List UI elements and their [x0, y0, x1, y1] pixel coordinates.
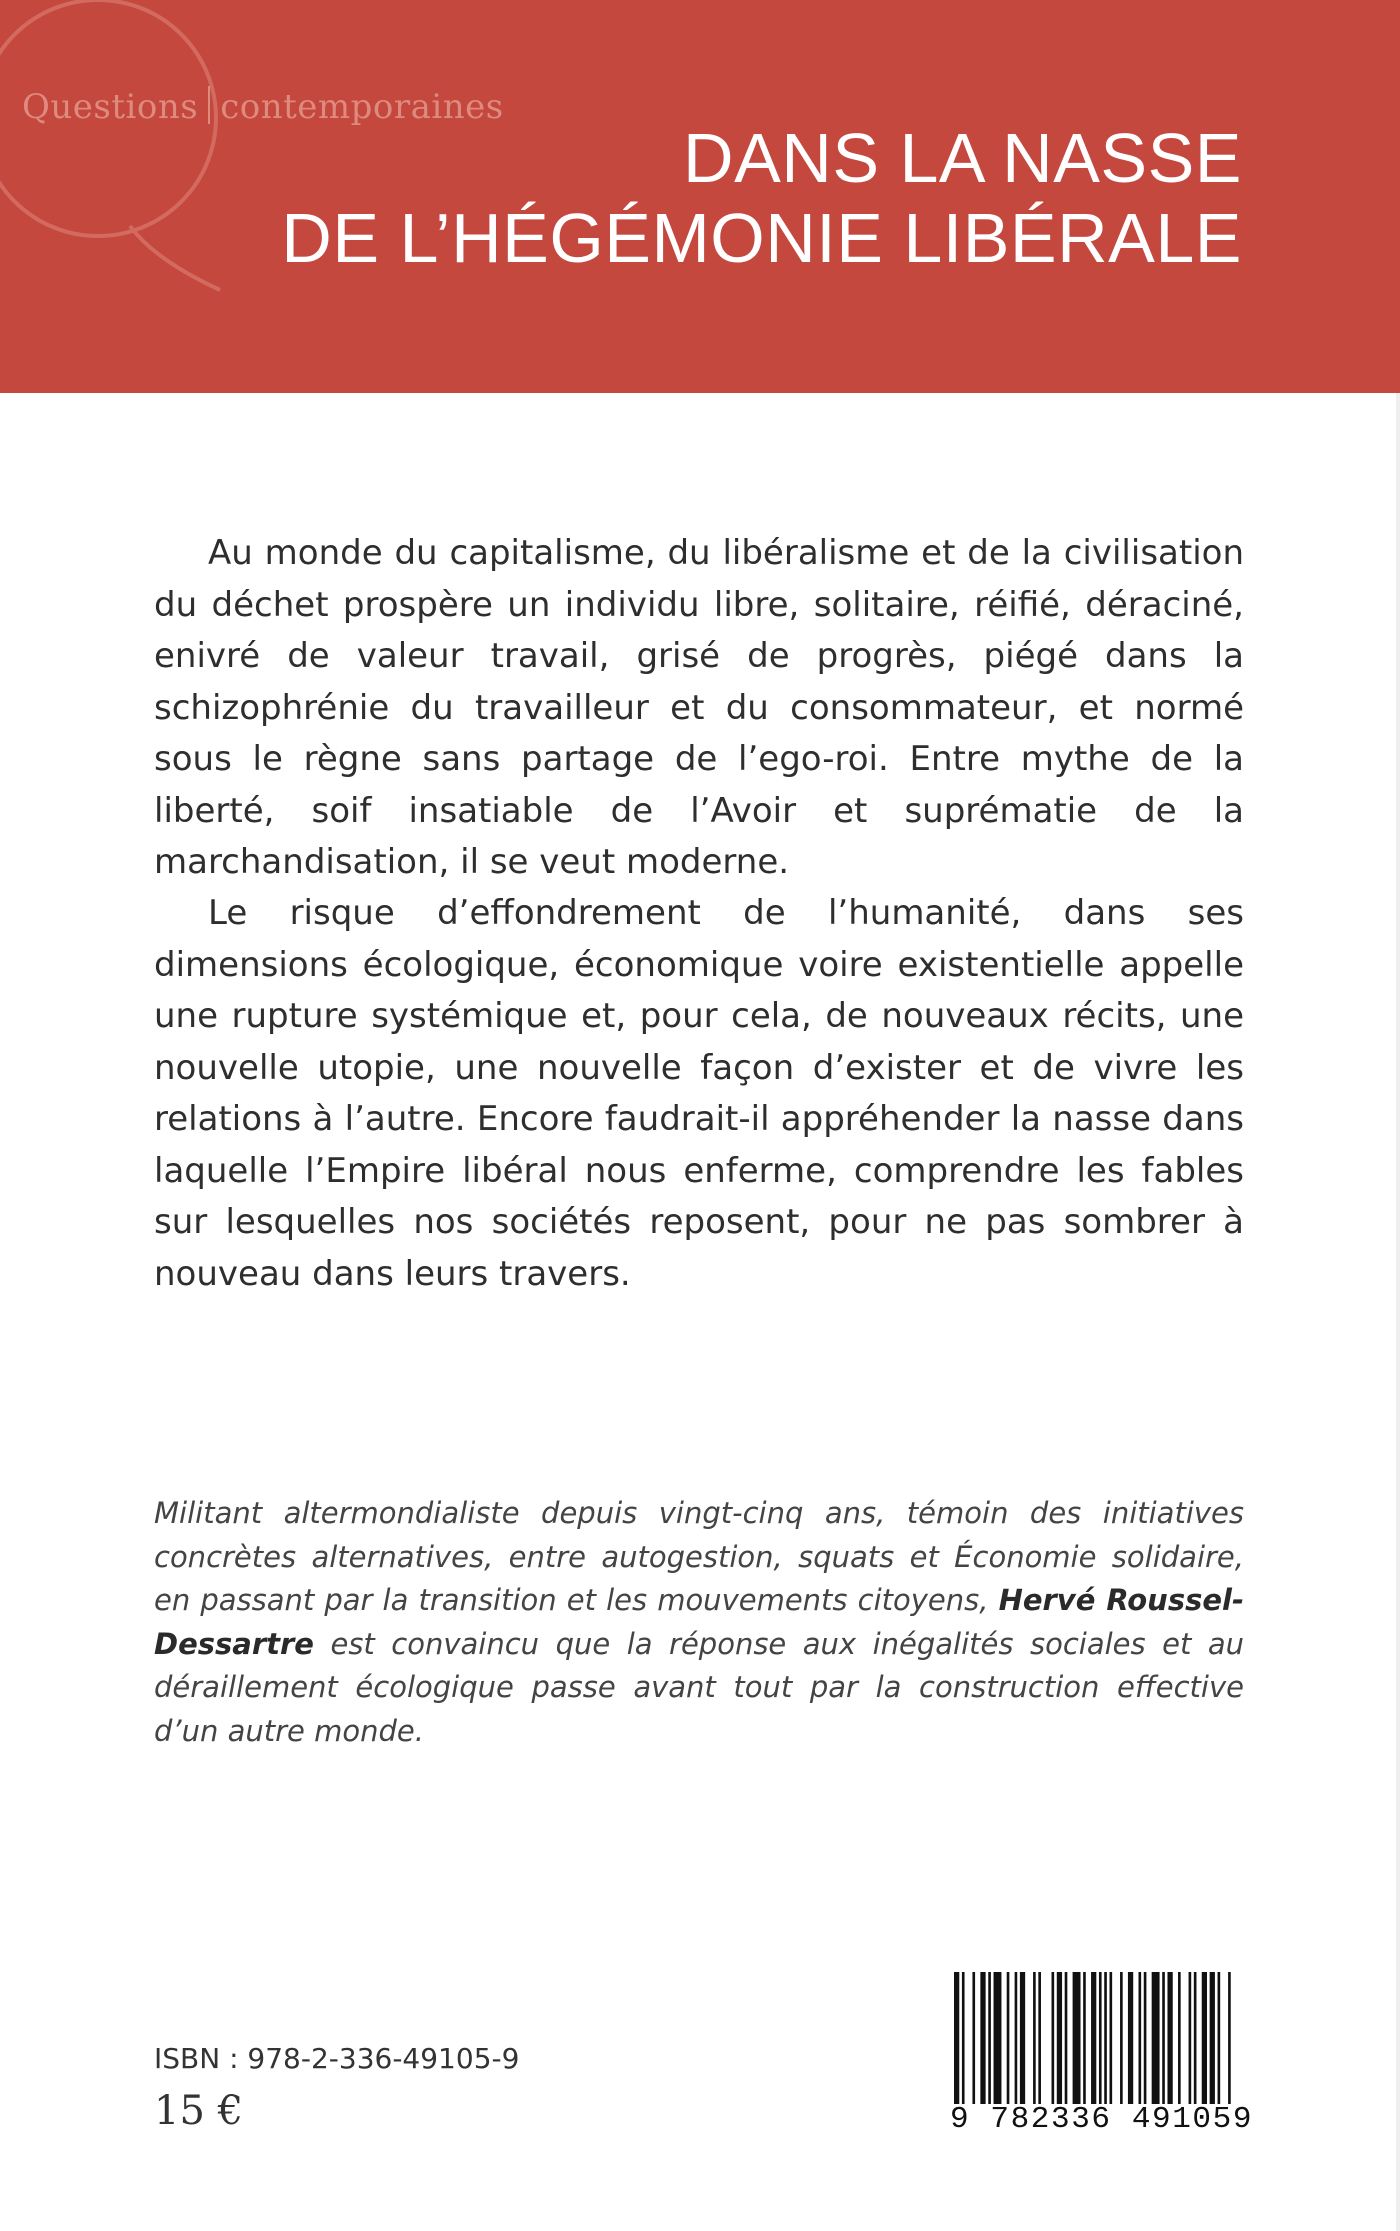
q-letter-watermark	[0, 0, 240, 300]
barcode-bar	[994, 1972, 1002, 2104]
barcode-bar	[1144, 1972, 1147, 2104]
blurb-paragraph-1: Au monde du capitalisme, du libéralisme et de la civilisation du déchet prospère un individu libre, solitaire, réifié, déraciné, enivré de valeur travail, grisé de progrès, piégé dans la schizophrénie du travailleur et du consommateur, et normé sous le règne sans partage de l’ego-roi. Entre mythe de la liberté, soif insatiable de l’Avoir et suprématie de la marchandisation, il se veut moderne.	[154, 533, 1244, 882]
header-band	[0, 0, 1400, 393]
barcode-bar	[1167, 1972, 1172, 2104]
author-bio-intro: Militant altermondialiste depuis vingt-cinq ans, témoin des initiatives concrètes alternatives, entre autogestion, squats et Économie solidaire, en passant par la transition et les mouvements citoyens,	[154, 1496, 1244, 1617]
book-title-line-1: DANS LA NASSE	[683, 119, 1242, 197]
barcode-bar	[972, 1972, 975, 2104]
barcode	[950, 1972, 1254, 2147]
book-title-line-2: DE L’HÉGÉMONIE LIBÉRALE	[281, 199, 1242, 277]
barcode-bar	[988, 1972, 991, 2104]
barcode-bar	[1218, 1972, 1221, 2104]
barcode-bar	[1091, 1972, 1096, 2104]
series-word-questions: Questions	[22, 87, 199, 127]
barcode-bar	[1033, 1972, 1036, 2104]
barcode-bar	[1104, 1972, 1107, 2104]
barcode-bar	[1178, 1972, 1181, 2104]
barcode-bar	[1099, 1972, 1102, 2104]
series-word-contemporaines: contemporaines	[220, 87, 504, 127]
barcode-bar	[1152, 1972, 1160, 2104]
barcode-bar	[1038, 1972, 1041, 2104]
barcode-bar	[1202, 1972, 1207, 2104]
isbn-text: ISBN : 978-2-336-49105-9	[154, 2042, 520, 2075]
series-separator	[208, 86, 210, 124]
barcode-bar	[1210, 1972, 1215, 2104]
barcode-bar	[1120, 1972, 1123, 2104]
blurb-paragraph-2: Le risque d’effondrement de l’humanité, dans ses dimensions écologique, économique voire existentielle appelle une rupture systémique et, pour cela, de nouveaux récits, une nouvelle utopie, une nouvelle façon d’exister et de vivre les relations à l’autre. Encore faudrait-il appréhender la nasse dans laquelle l’Empire libéral nous enferme, comprendre les fables sur lesquelles nos sociétés reposent, pour ne pas sombrer à nouveau dans leurs travers.	[154, 893, 1244, 1294]
barcode-bar	[1052, 1972, 1055, 2104]
barcode-bar	[1083, 1972, 1086, 2104]
barcode-bar	[1065, 1972, 1068, 2104]
barcode-bar	[954, 1972, 959, 2104]
barcode-bar	[1007, 1972, 1010, 2104]
page-edge-shadow	[1396, 393, 1400, 2231]
barcode-bars	[950, 1972, 1240, 2104]
barcode-bar	[1110, 1972, 1113, 2104]
barcode-bar	[1073, 1972, 1081, 2104]
barcode-bar	[1138, 1972, 1141, 2104]
price-text: 15 €	[154, 2088, 244, 2134]
barcode-bar	[962, 1972, 965, 2104]
barcode-bar	[1020, 1972, 1025, 2104]
book-title	[281, 118, 1242, 278]
barcode-bar	[1128, 1972, 1133, 2104]
barcode-bar	[980, 1972, 985, 2104]
barcode-bar	[1194, 1972, 1197, 2104]
barcode-bar	[1057, 1972, 1062, 2104]
author-bio-conclusion: est convaincu que la réponse aux inégalités sociales et au déraillement écologique passe avant tout par la construction effective d’un autre monde.	[154, 1626, 1244, 1748]
barcode-bar	[1189, 1972, 1192, 2104]
barcode-bar	[1015, 1972, 1018, 2104]
barcode-bar	[1228, 1972, 1231, 2104]
author-bio	[154, 1492, 1244, 1753]
barcode-bar	[1162, 1972, 1165, 2104]
author-name: Hervé Roussel-Dessartre	[154, 1583, 1244, 1661]
barcode-digits: 9 782336 491059	[950, 2102, 1254, 2137]
